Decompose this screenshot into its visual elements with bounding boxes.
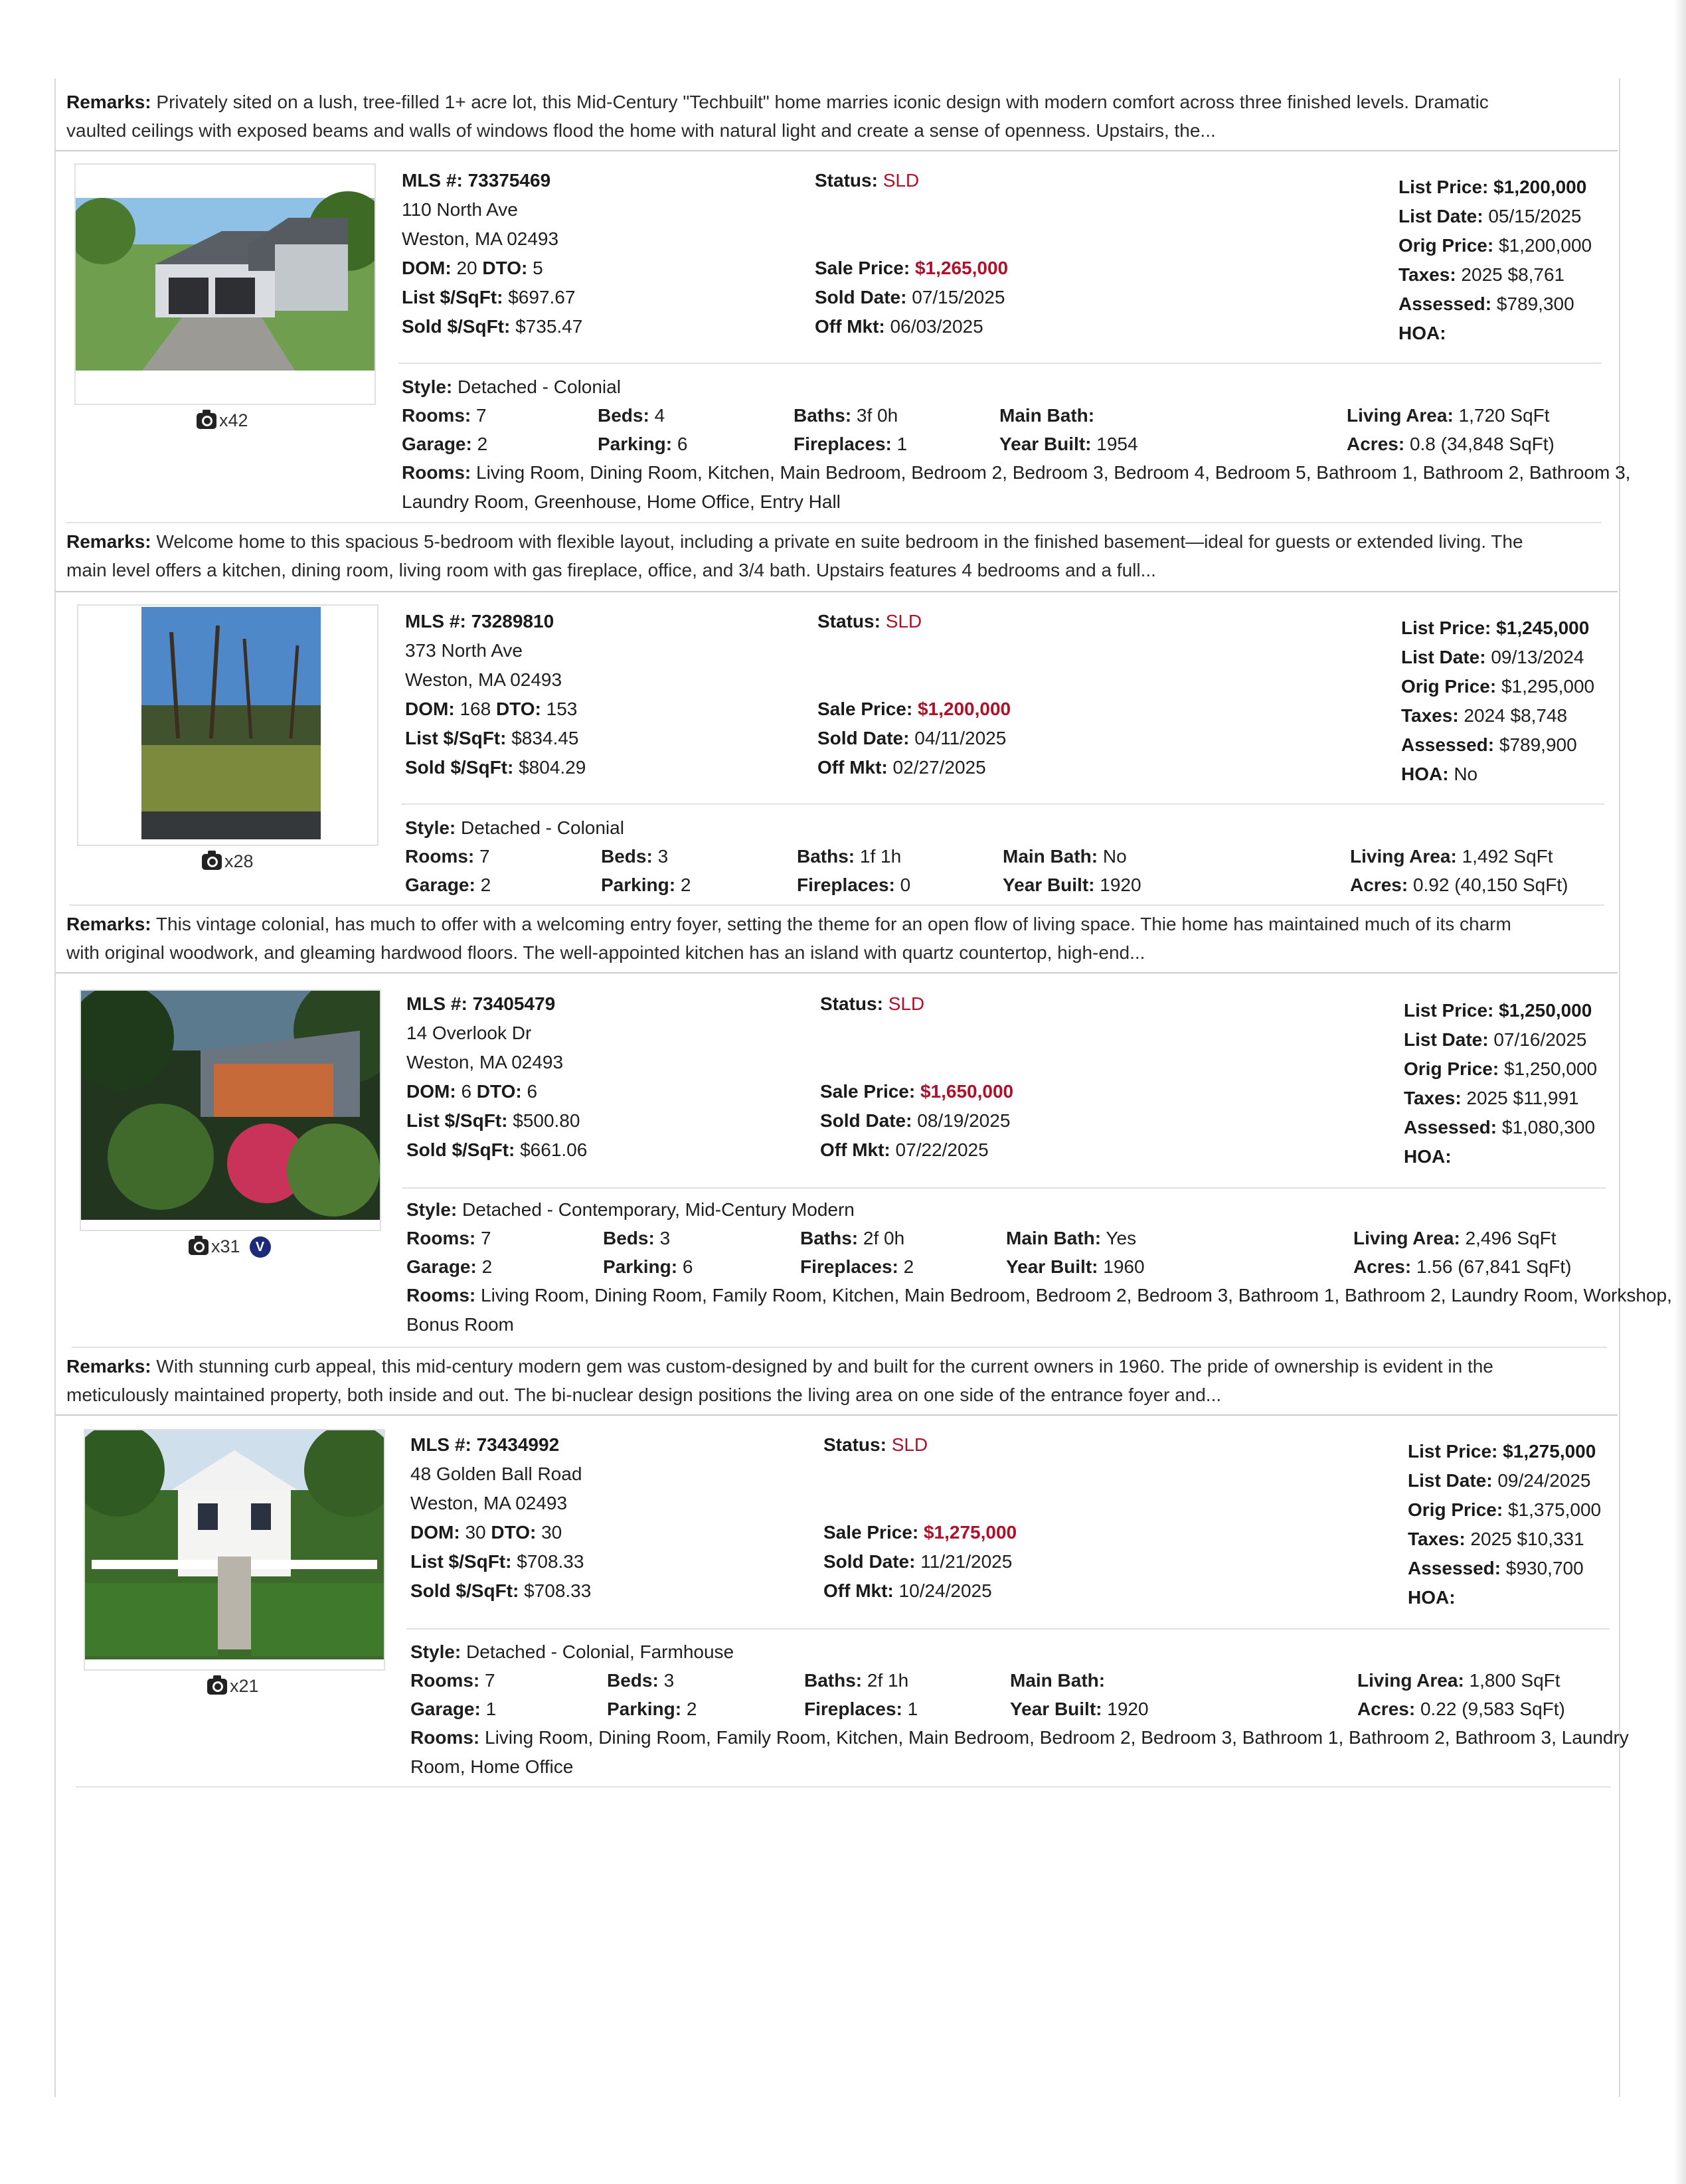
camera-icon	[207, 1679, 227, 1695]
sale-price: $1,650,000	[920, 1081, 1014, 1102]
camera-icon	[189, 1239, 209, 1255]
list-price: $1,275,000	[1503, 1441, 1596, 1462]
room-list: Rooms: Living Room, Dining Room, Kitchen, Main Bedroom, Bedroom 2, Bedroom 3, Bedroom 4, Bedroom 5, Bathroom 1, Bathroom 2, Bathroom 3, Laundry Room, Greenhouse, Home Office, Entry Hall	[402, 462, 1631, 512]
sale-price: $1,265,000	[914, 258, 1009, 278]
photo-count[interactable]: x21	[207, 1673, 259, 1700]
listing-remarks: Remarks: This vintage colonial, has much to offer with a welcoming entry foyer, setting the theme for an open flow of living space. Thie home has maintained much of its charm with original woodwork, and gleaming hardwood floors. The well-appointed kitchen has an island with quartz countertop, high-end...	[66, 914, 1511, 964]
listing-remarks: Remarks: Welcome home to this spacious 5-bedroom with flexible layout, including a private en suite bedroom in the finished basement—ideal for guests or extended living. The main level offers a kitchen, dining room, living room with gas fireplace, office, and 3/4 bath. Upstairs features 4 bedrooms and a full...	[66, 531, 1523, 581]
house-photo	[85, 1430, 384, 1669]
listing-card: x42 MLS #: 73375469 110 North Ave Weston, MA 02493 DOM: 20 DTO: 5 List $/SqFt: $697.67 Sold $/SqFt: $735.47 Status: SLD Sale Price: $1,265,000 Sold Date: 07/15/2025 Off Mkt: 06/03/2025 List Price: $1,200,000 List Date: 05/15/2025 Orig Price: $1,200,000 Taxes: 2025 $8,761 Assessed: $789,300 HOA: Style: Detached - Colonial Rooms: 7 Beds: 4 Baths: 3f 0h Main Bath: Living Area: 1,720 SqFt Garage: 2 Parking: 6 Fireplaces: 1 Year Built: 1954 Acres: 0.8 (34,848 SqFt) Rooms: Living Room, Dining Room, Kitchen, Main Bedroom, Bedroom 2, Bedroom 3, Bedroom 4, Bedroom 5, Bathroom 1, Bathroom 2, Bathroom 3, Laundry Room, Greenhouse, Home Office, Entry Hall	[66, 163, 1614, 535]
street: 48 Golden Ball Road	[410, 1464, 582, 1484]
listing-photo[interactable]	[77, 604, 379, 846]
separator	[56, 591, 1618, 592]
house-photo	[76, 165, 375, 404]
listing-remarks: Remarks: With stunning curb appeal, this mid-century modern gem was custom-designed by and built for the current owners in 1960. The pride of ownership is evident in the meticulously maintained property, both inside and out. The bi-nuclear design positions the living area on one side of the entrance foyer and...	[66, 1356, 1493, 1406]
listing-card: x31 V MLS #: 73405479 14 Overlook Dr Weston, MA 02493 DOM: 6 DTO: 6 List $/SqFt: $500.80 Sold $/SqFt: $661.06 Status: SLD Sale Price: $1,650,000 Sold Date: 08/19/2025 Off Mkt: 07/22/2025 List Price: $1,250,000 List Date: 07/16/2025 Orig Price: $1,250,000 Taxes: 2025 $11,991 Assessed: $1,080,300 HOA: Style: Detached - Contemporary, Mid-Century Modern Rooms: 7 Beds: 3 Baths: 2f 0h Main Bath: Yes Living Area: 2,496 SqFt Garage: 2 Parking: 6 Fireplaces: 2 Year Built: 1960 Acres: 1.56 (67,841 SqFt) Rooms: Living Room, Dining Room, Family Room, Kitchen, Main Bedroom, Bedroom 2, Bedroom 3, Bathroom 1, Bathroom 2, Laundry Room, Workshop, Bonus Room	[66, 989, 1614, 1361]
mls-number[interactable]: 73405479	[472, 993, 556, 1014]
listing-card: x21 MLS #: 73434992 48 Golden Ball Road Weston, MA 02493 DOM: 30 DTO: 30 List $/SqFt: $708.33 Sold $/SqFt: $708.33 Status: SLD Sale Price: $1,275,000 Sold Date: 11/21/2025 Off Mkt: 10/24/2025 List Price: $1,275,000 List Date: 09/24/2025 Orig Price: $1,375,000 Taxes: 2025 $10,331 Assessed: $930,700 HOA: Style: Detached - Colonial, Farmhouse Rooms: 7 Beds: 3 Baths: 2f 1h Main Bath: Living Area: 1,800 SqFt Garage: 1 Parking: 2 Fireplaces: 1 Year Built: 1920 Acres: 0.22 (9,583 SqFt) Rooms: Living Room, Dining Room, Family Room, Kitchen, Main Bedroom, Bedroom 2, Bedroom 3, Bathroom 1, Bathroom 2, Bathroom 3, Laundry Room, Home Office	[66, 1429, 1614, 1801]
mls-number[interactable]: 73434992	[476, 1434, 560, 1455]
status-badge: SLD	[888, 993, 925, 1014]
camera-icon	[197, 413, 216, 429]
room-list: Rooms: Living Room, Dining Room, Family Room, Kitchen, Main Bedroom, Bedroom 2, Bedroom 3, Bathroom 1, Bathroom 2, Bathroom 3, Laundry Room, Home Office	[410, 1727, 1629, 1777]
top-remarks: Remarks: Privately sited on a lush, tree-filled 1+ acre lot, this Mid-Century "Techbuilt" home marries iconic design with modern comfort across three finished levels. Dramatic vaulted ceilings with exposed beams and walls of windows flood the home with natural light and create a sense of openness. Upstairs, the...	[66, 92, 1489, 141]
page-edge	[1674, 0, 1686, 2184]
sale-price: $1,200,000	[917, 699, 1011, 719]
virtual-tour-icon[interactable]: V	[250, 1236, 271, 1258]
camera-icon	[202, 854, 222, 870]
listing-card: x28 MLS #: 73289810 373 North Ave Weston, MA 02493 DOM: 168 DTO: 153 List $/SqFt: $834.45 Sold $/SqFt: $804.29 Status: SLD Sale Price: $1,200,000 Sold Date: 04/11/2025 Off Mkt: 02/27/2025 List Price: $1,245,000 List Date: 09/13/2024 Orig Price: $1,295,000 Taxes: 2024 $8,748 Assessed: $789,900 HOA: No Style: Detached - Colonial Rooms: 7 Beds: 3 Baths: 1f 1h Main Bath: No Living Area: 1,492 SqFt Garage: 2 Parking: 2 Fireplaces: 0 Year Built: 1920 Acres: 0.92 (40,150 SqFt)	[66, 604, 1614, 976]
photo-count[interactable]: x31 V	[189, 1234, 271, 1260]
photo-count[interactable]: x28	[202, 849, 254, 875]
status-badge: SLD	[883, 170, 920, 191]
list-price: $1,200,000	[1493, 177, 1587, 197]
separator	[56, 150, 1618, 151]
listing-photo[interactable]	[74, 163, 376, 405]
status-badge: SLD	[891, 1434, 928, 1455]
street: 14 Overlook Dr	[406, 1023, 532, 1043]
separator	[56, 1414, 1618, 1416]
photo-count[interactable]: x42	[197, 408, 248, 434]
city: Weston, MA 02493	[410, 1493, 568, 1513]
mls-number[interactable]: 73289810	[471, 611, 554, 631]
listing-photo[interactable]	[84, 1429, 385, 1671]
mls-number[interactable]: 73375469	[467, 170, 551, 191]
city: Weston, MA 02493	[402, 228, 559, 249]
status-badge: SLD	[885, 611, 922, 631]
city: Weston, MA 02493	[405, 669, 562, 690]
separator	[56, 972, 1618, 973]
house-photo	[81, 991, 380, 1230]
list-price: $1,245,000	[1496, 618, 1590, 638]
street: 373 North Ave	[405, 640, 523, 661]
city: Weston, MA 02493	[406, 1052, 564, 1072]
landscape-photo	[78, 606, 377, 845]
room-list: Rooms: Living Room, Dining Room, Family Room, Kitchen, Main Bedroom, Bedroom 2, Bedroom 3, Bathroom 1, Bathroom 2, Laundry Room, Workshop, Bonus Room	[406, 1285, 1672, 1335]
list-price: $1,250,000	[1499, 1000, 1592, 1021]
listing-photo[interactable]	[80, 989, 381, 1231]
street: 110 North Ave	[402, 199, 518, 220]
sale-price: $1,275,000	[923, 1522, 1017, 1543]
